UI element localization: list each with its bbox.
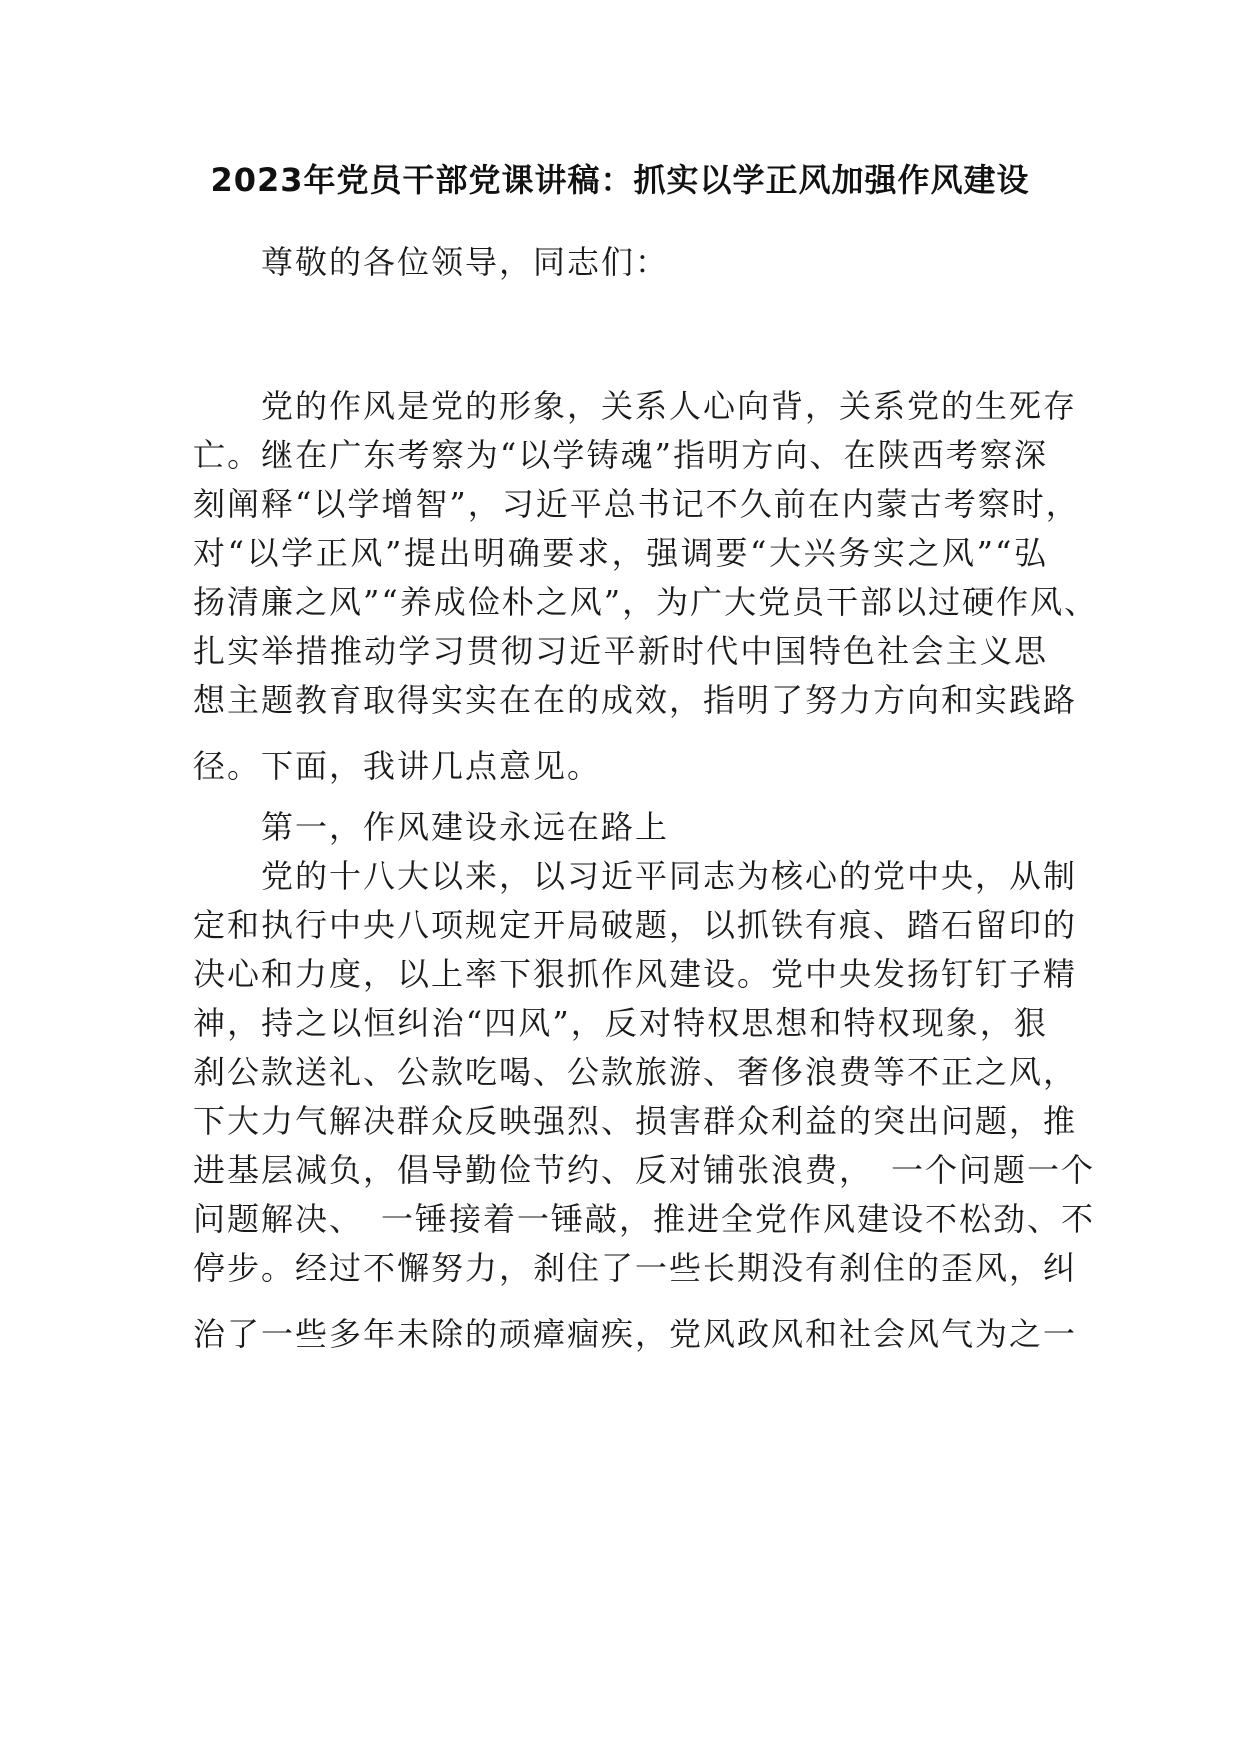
paragraph-line: 进基层减负，倡导勤俭节约、反对铺张浪费， 一个问题一个: [193, 1151, 1096, 1189]
paragraph-line: 扎实举措推动学习贯彻习近平新时代中国特色社会主义思: [193, 632, 1048, 670]
section-heading: 第一，作风建设永远在路上: [261, 808, 670, 846]
salutation-line: 尊敬的各位领导，同志们：: [261, 243, 670, 281]
paragraph-line: 对“以学正风”提出明确要求，强调要“大兴务实之风”“弘: [193, 534, 1048, 572]
paragraph-line: 亡。继在广东考察为“以学铸魂”指明方向、在陕西考察深: [193, 436, 1048, 474]
document-title: 2023年党员干部党课讲稿：抓实以学正风加强作风建设: [210, 161, 1030, 199]
paragraph-line: 党的作风是党的形象，关系人心向背，关系党的生死存: [261, 387, 1078, 425]
paragraph-line: 下大力气解决群众反映强烈、损害群众利益的突出问题，推: [193, 1102, 1078, 1140]
paragraph-line: 决心和力度，以上率下狠抓作风建设。党中央发扬钉钉子精: [193, 955, 1078, 993]
paragraph-line: 扬清廉之风”“养成俭朴之风”，为广大党员干部以过硬作风、: [193, 583, 1099, 621]
paragraph-line: 刻阐释“以学增智”，习近平总书记不久前在内蒙古考察时，: [193, 485, 1080, 523]
paragraph-line: 治了一些多年未除的顽瘴痼疾，党风政风和社会风气为之一: [193, 1315, 1078, 1353]
paragraph-line: 径。下面，我讲几点意见。: [193, 747, 602, 785]
paragraph-line: 定和执行中央八项规定开局破题，以抓铁有痕、踏石留印的: [193, 906, 1078, 944]
paragraph-line: 停步。经过不懈努力，刹住了一些长期没有刹住的歪风，纠: [193, 1249, 1078, 1287]
paragraph-line: 神，持之以恒纠治“四风”，反对特权思想和特权现象，狠: [193, 1004, 1048, 1042]
paragraph-line: 想主题教育取得实实在在的成效，指明了努力方向和实践路: [193, 681, 1078, 719]
paragraph-line: 问题解决、 一锤接着一锤敲，推进全党作风建设不松劲、不: [193, 1200, 1096, 1238]
paragraph-line: 党的十八大以来，以习近平同志为核心的党中央，从制: [261, 857, 1078, 895]
paragraph-line: 刹公款送礼、公款吃喝、公款旅游、奢侈浪费等不正之风，: [193, 1053, 1078, 1091]
